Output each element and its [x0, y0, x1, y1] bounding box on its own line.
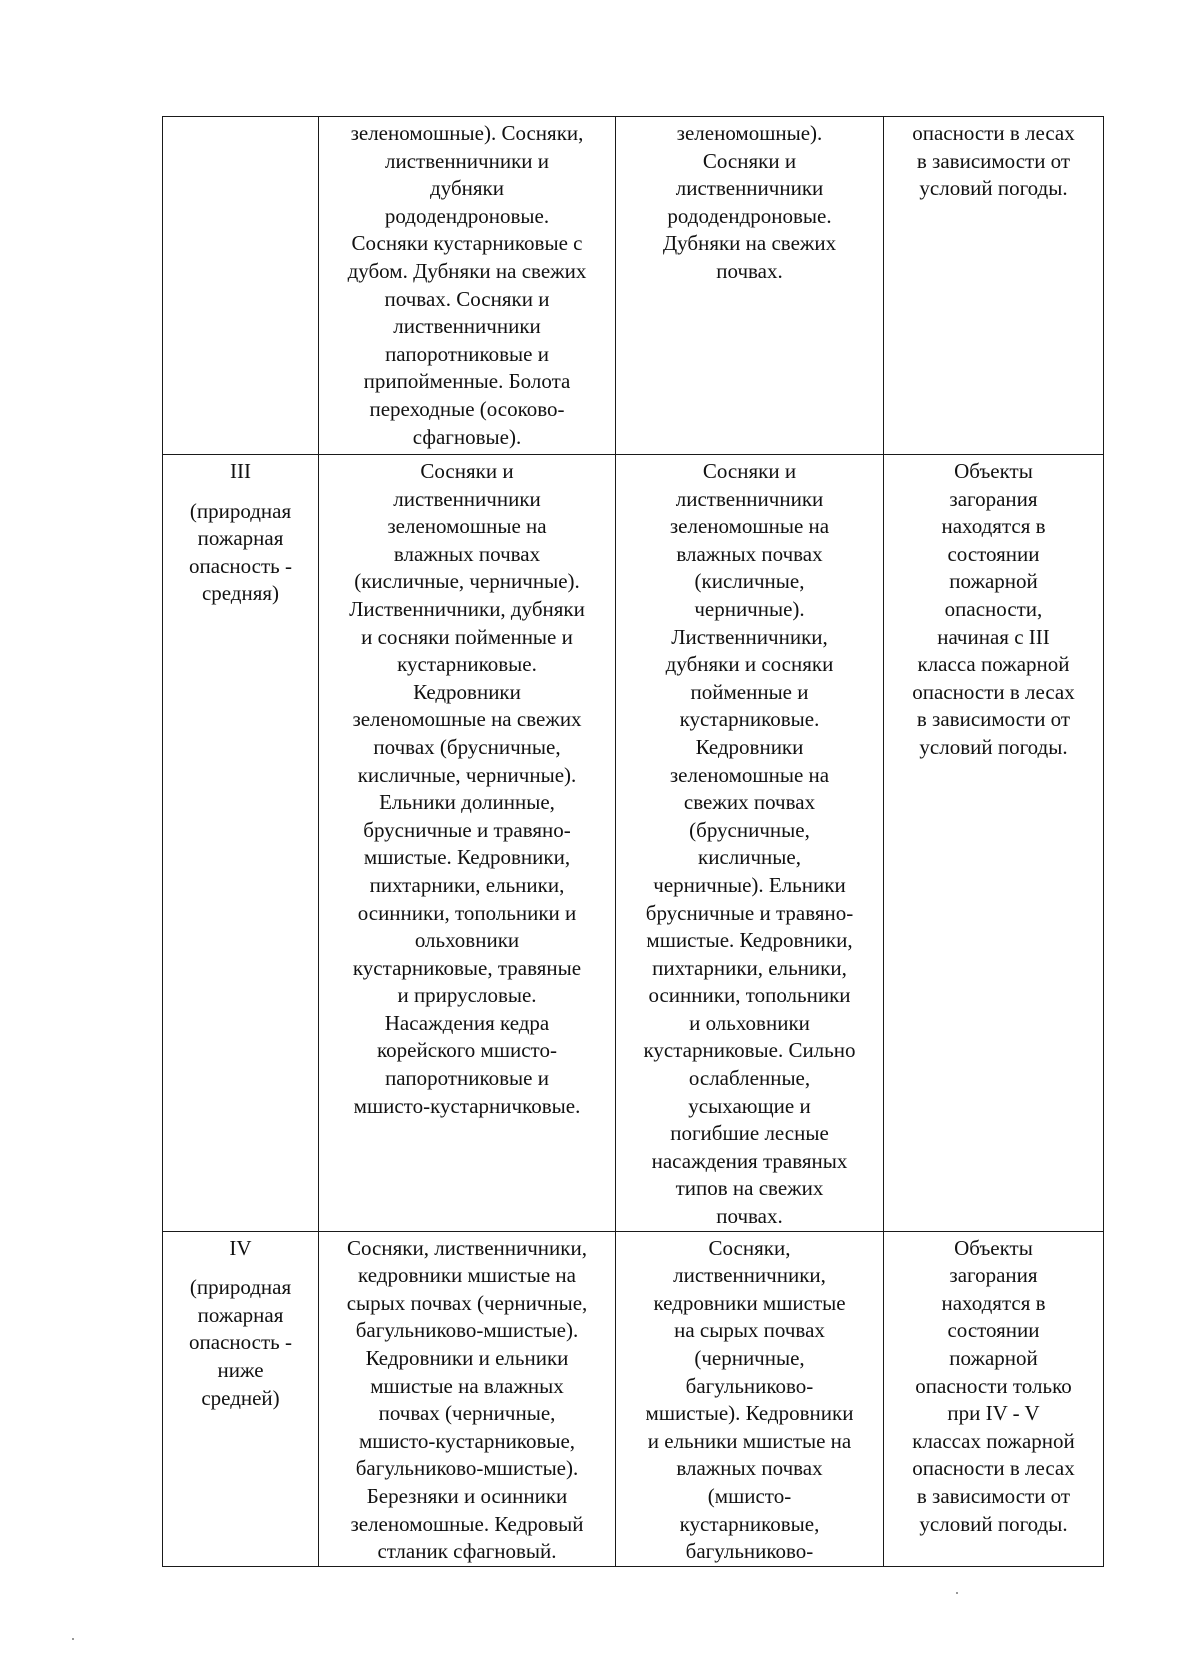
text-line: лиственничники	[675, 176, 824, 201]
text-line: Насаждения кедра	[384, 1010, 550, 1035]
text-line: ольховники	[414, 928, 520, 953]
text-line: папоротниковые и	[385, 341, 549, 366]
text-line: загорания	[949, 486, 1038, 511]
text-line: состоянии	[947, 541, 1040, 566]
text-line: багульниково-	[685, 1539, 814, 1564]
text-line: черничные).	[694, 596, 805, 621]
text-line: почвах (брусничные,	[373, 734, 561, 759]
text-line: лиственничники	[393, 486, 541, 511]
text-line: зеленомошные на	[669, 514, 830, 539]
text-line: почвах.	[716, 1204, 783, 1229]
text-line: припойменные. Болота	[363, 369, 571, 394]
text-line: условий погоды.	[919, 1511, 1068, 1536]
scan-speck	[956, 1592, 958, 1594]
text-line: загорания	[949, 1263, 1038, 1288]
text-line: багульниково-мшистые).	[355, 1318, 579, 1343]
text-line: мшисто-кустарничковые.	[353, 1093, 581, 1118]
text-line: кустарниковые,	[679, 1511, 820, 1536]
text-line: пойменные и	[690, 679, 809, 704]
text-line: пихтарники, ельники,	[652, 955, 847, 980]
forest-types-cell	[319, 1231, 616, 1566]
text-line: (кисличные, черничные).	[354, 569, 580, 594]
text-line: зеленомошные).	[676, 121, 823, 145]
text-line: дубом. Дубняки на свежих	[347, 258, 587, 283]
text-line: зеленомошные на свежих	[352, 707, 582, 732]
text-line: почвах.	[716, 258, 783, 283]
text-line: корейского мшисто-	[377, 1038, 557, 1063]
text-line: кустарниковые.	[679, 707, 820, 732]
text-line: пихтарники, ельники,	[369, 872, 565, 897]
text-line: опасности в лесах	[912, 1456, 1075, 1481]
table-row	[163, 117, 1104, 455]
text-line: класса пожарной	[917, 652, 1070, 677]
text-line: типов на свежих	[675, 1176, 824, 1201]
forest-fire-danger-table	[162, 116, 1104, 1567]
ignition-conditions-cell	[884, 1231, 1104, 1566]
text-line: опасности в лесах	[912, 121, 1075, 145]
text-line: средняя)	[201, 581, 280, 606]
text-line: Сосняки и	[420, 459, 514, 483]
text-line: багульниково-мшистые).	[355, 1456, 579, 1481]
forest-types-cell	[319, 455, 616, 1232]
text-line: папоротниковые и	[385, 1066, 549, 1091]
text-line: зеленомошные. Кедровый	[350, 1511, 584, 1536]
text-line: (кисличные,	[694, 569, 805, 594]
scan-speck	[72, 1638, 74, 1640]
text-line: опасность -	[189, 1330, 292, 1355]
text-line: зеленомошные). Сосняки,	[350, 121, 584, 145]
text-line: пожарная	[197, 1302, 284, 1327]
text-line: пожарной	[949, 1346, 1038, 1370]
text-line: в зависимости от	[916, 707, 1071, 732]
text-line: Объекты	[954, 459, 1033, 483]
ignition-conditions-cell	[884, 117, 1104, 455]
text-line: условий погоды.	[919, 734, 1068, 759]
text-line: опасность -	[189, 553, 292, 578]
text-line: начиная с III	[937, 624, 1050, 649]
text-line: Объекты	[954, 1235, 1033, 1260]
forest-types-alt-cell	[616, 117, 884, 455]
text-line: усыхающие и	[688, 1093, 811, 1118]
text-line: мшистые. Кедровники,	[646, 928, 853, 953]
text-line: мшисто-кустарниковые,	[358, 1428, 576, 1453]
text-line: находятся в	[941, 1290, 1046, 1315]
text-line: лиственничники,	[673, 1263, 826, 1288]
text-line: и прирусловые.	[397, 983, 537, 1008]
class-cell	[163, 117, 319, 455]
forest-types-alt-cell	[616, 1231, 884, 1566]
forest-types-cell	[319, 117, 616, 455]
text-line: кустарниковые, травяные	[352, 955, 582, 980]
text-line: кедровники мшистые	[653, 1290, 846, 1315]
text-line: влажных почвах	[393, 541, 541, 566]
text-line: Лиственничники, дубняки	[349, 596, 585, 621]
text-line: дубняки и сосняки	[665, 652, 834, 677]
class-cell	[163, 1231, 319, 1566]
text-line: (природная	[189, 1275, 292, 1300]
text-line: почвах. Сосняки и	[384, 286, 550, 311]
text-line: Ельники долинные,	[379, 790, 555, 815]
text-line: Дубняки на свежих	[662, 231, 837, 256]
text-line: средней)	[201, 1385, 280, 1410]
text-line: ниже	[217, 1358, 264, 1382]
text-line: насаждения травяных	[651, 1148, 848, 1173]
text-line: Кедровники	[413, 679, 521, 704]
text-line: ослабленные,	[688, 1066, 811, 1091]
text-line: сфагновые).	[412, 424, 522, 449]
text-line: Сосняки и	[702, 148, 797, 173]
text-line: Сосняки,	[708, 1235, 791, 1260]
text-line: Сосняки кустарниковые с	[351, 231, 583, 256]
text-line: мшистые). Кедровники	[645, 1401, 854, 1426]
text-line: осинники, топольники	[648, 983, 851, 1008]
text-line: лиственничники и	[384, 148, 549, 173]
text-line: классах пожарной	[912, 1428, 1075, 1453]
text-line: опасности,	[944, 596, 1043, 621]
text-line: черничные). Ельники	[653, 872, 846, 897]
text-line: кисличные,	[698, 845, 801, 870]
text-line: пожарной	[949, 569, 1038, 594]
text-line: опасности только	[915, 1373, 1072, 1398]
text-line: влажных почвах	[676, 1456, 823, 1481]
class-cell	[163, 455, 319, 1232]
class-number: III	[230, 459, 251, 483]
text-line: условий погоды.	[919, 176, 1068, 201]
text-line: рододендроновые.	[384, 203, 550, 228]
text-line: брусничные и травяно-	[645, 900, 854, 925]
text-line: (мшисто-	[707, 1483, 792, 1508]
text-line: лиственничники	[675, 486, 824, 511]
text-line: пожарная	[197, 526, 284, 551]
text-line: (черничные,	[694, 1346, 805, 1370]
text-line: мшистые на влажных	[370, 1373, 564, 1398]
text-line: мшистые. Кедровники,	[363, 845, 571, 870]
text-line: кустарниковые. Сильно	[643, 1038, 856, 1063]
text-line: состоянии	[947, 1318, 1040, 1343]
text-line: влажных почвах	[676, 541, 823, 566]
text-line: при IV - V	[947, 1401, 1040, 1426]
text-line: осинники, топольники и	[357, 900, 577, 925]
text-line: Лиственничники,	[671, 624, 828, 649]
text-line: дубняки	[430, 176, 504, 201]
text-line: Березняки и осинники	[366, 1483, 568, 1508]
text-line: и ельники мшистые на	[647, 1428, 852, 1453]
text-line: находятся в	[941, 514, 1046, 539]
text-line: в зависимости от	[916, 1483, 1071, 1508]
text-line: зеленомошные на	[387, 514, 547, 539]
text-line: и сосняки пойменные и	[361, 624, 573, 649]
text-line: Сосняки и	[702, 459, 797, 483]
text-line: брусничные и травяно-	[363, 817, 571, 842]
table-row	[163, 455, 1104, 1232]
text-line: сырых почвах (черничные,	[346, 1290, 588, 1315]
class-number: IV	[229, 1235, 252, 1260]
text-line: стланик сфагновый.	[377, 1539, 557, 1564]
text-line: Кедровники и ельники	[365, 1346, 569, 1370]
text-line: погибшие лесные	[670, 1121, 829, 1146]
text-line: почвах (черничные,	[378, 1401, 556, 1426]
text-line: переходные (осоково-	[369, 396, 565, 421]
table-row	[163, 1231, 1104, 1566]
text-line: кисличные, черничные).	[357, 762, 577, 787]
text-line: Сосняки, лиственничники,	[347, 1235, 587, 1260]
text-line: рододендроновые.	[667, 203, 832, 228]
text-line: лиственничники	[393, 314, 541, 339]
text-line: на сырых почвах	[674, 1318, 825, 1343]
text-line: кустарниковые.	[397, 652, 537, 677]
text-line: Кедровники	[695, 734, 804, 759]
text-line: опасности в лесах	[912, 679, 1075, 704]
text-line: (природная	[189, 498, 292, 523]
text-line: свежих почвах	[683, 790, 816, 815]
ignition-conditions-cell	[884, 455, 1104, 1232]
forest-types-alt-cell	[616, 455, 884, 1232]
text-line: кедровники мшистые на	[358, 1263, 576, 1288]
text-line: в зависимости от	[916, 148, 1071, 173]
text-line: багульниково-	[685, 1373, 814, 1398]
text-line: (брусничные,	[689, 817, 810, 842]
text-line: зеленомошные на	[669, 762, 830, 787]
text-line: и ольховники	[689, 1010, 810, 1035]
